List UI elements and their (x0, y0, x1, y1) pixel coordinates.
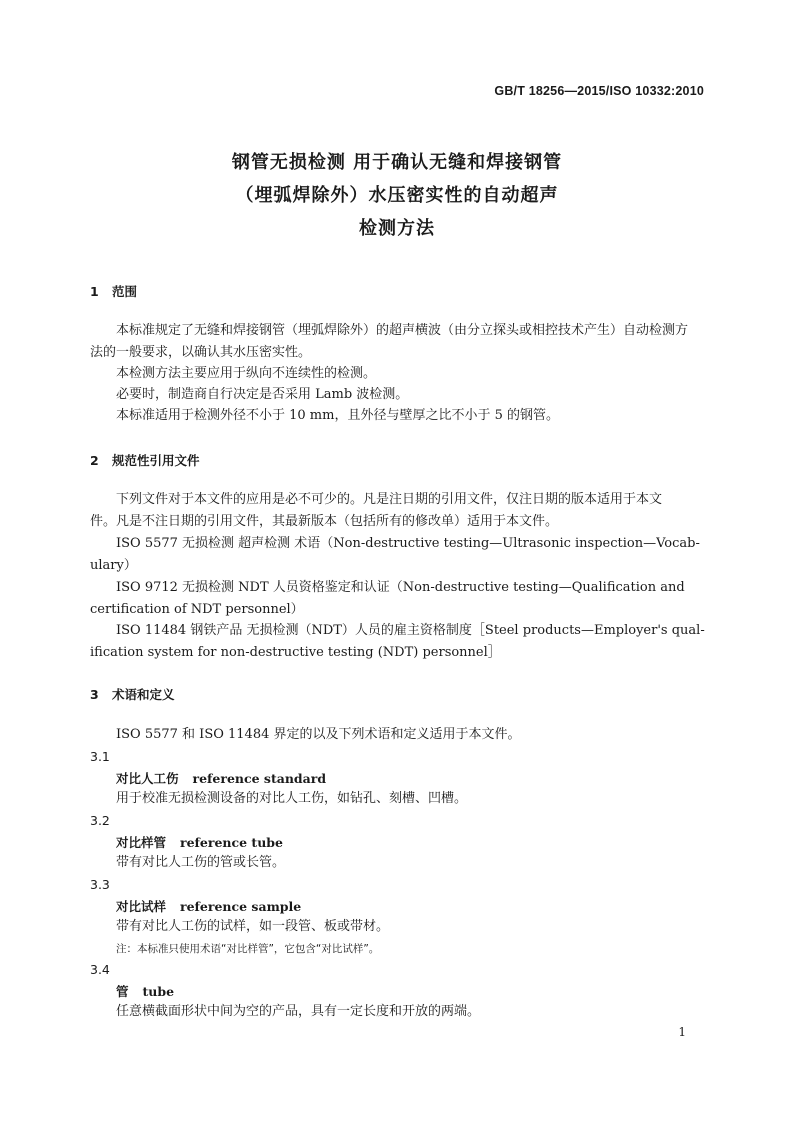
term-definition: 带有对比人工伤的管或长管。 (116, 855, 286, 870)
term-definition: 任意横截面形状中间为空的产品，具有一定长度和开放的两端。 (116, 1004, 481, 1019)
section-2-heading (90, 451, 200, 469)
reference-entry-continued: ulary） (90, 558, 137, 573)
term-number: 3.4 (90, 962, 110, 977)
reference-entry-continued: certification of NDT personnel） (90, 602, 304, 617)
document-title-line-2: （埋弧焊除外）水压密实性的自动超声 (235, 185, 559, 206)
term-heading (116, 982, 174, 1000)
paragraph-line: 下列文件对于本文件的应用是必不可少的。凡是注日期的引用文件，仅注日期的版本适用于本文 (116, 492, 663, 507)
term-zh: 管 (116, 984, 129, 999)
paragraph: 必要时，制造商自行决定是否采用 Lamb 波检测。 (116, 387, 409, 402)
paragraph-line: 法的一般要求，以确认其水压密实性。 (90, 345, 312, 360)
standard-number: GB/T 18256—2015/ISO 10332:2010 (494, 84, 704, 98)
term-en: reference sample (180, 899, 302, 914)
section-3-heading (90, 685, 175, 703)
term-heading (116, 897, 301, 915)
term-number: 3.2 (90, 813, 110, 828)
term-zh: 对比样管 (116, 835, 167, 850)
section-number: 2 (90, 453, 99, 468)
section-title: 规范性引用文件 (112, 453, 200, 468)
paragraph-line: 件。凡是不注日期的引用文件，其最新版本（包括所有的修改单）适用于本文件。 (90, 514, 559, 529)
paragraph: ISO 5577 和 ISO 11484 界定的以及下列术语和定义适用于本文件。 (116, 727, 521, 742)
section-1-heading (90, 282, 137, 300)
term-note: 注：本标准只使用术语“对比样管”，它包含“对比试样”。 (116, 943, 380, 955)
term-en: tube (142, 984, 175, 999)
paragraph: 本标准适用于检测外径不小于 10 mm，且外径与壁厚之比不小于 5 的钢管。 (116, 408, 559, 423)
term-number: 3.1 (90, 749, 110, 764)
term-zh: 对比人工伤 (116, 771, 179, 786)
term-definition: 用于校准无损检测设备的对比人工伤，如钻孔、刻槽、凹槽。 (116, 791, 468, 806)
paragraph-line: 本标准规定了无缝和焊接钢管（埋弧焊除外）的超声横波（由分立探头或相控技术产生）自动检测方 (116, 323, 689, 338)
section-number: 3 (90, 687, 99, 702)
term-number: 3.3 (90, 877, 110, 892)
section-number: 1 (90, 284, 99, 299)
reference-entry: ISO 5577 无损检测 超声检测 术语（Non-destructive testing—Ultrasonic inspection—Vocab- (116, 536, 700, 551)
term-heading (116, 769, 326, 787)
term-en: reference tube (180, 835, 283, 850)
document-title-line-3: 检测方法 (359, 218, 435, 239)
reference-entry: ISO 9712 无损检测 NDT 人员资格鉴定和认证（Non-destructive testing—Qualification and (116, 580, 685, 595)
term-zh: 对比试样 (116, 899, 167, 914)
section-title: 范围 (112, 284, 138, 299)
page-number: 1 (678, 1025, 686, 1039)
document-title-line-1: 钢管无损检测 用于确认无缝和焊接钢管 (231, 152, 563, 173)
term-heading (116, 833, 283, 851)
section-title: 术语和定义 (112, 687, 175, 702)
reference-entry-continued: ification system for non-destructive testing (NDT) personnel］ (90, 645, 501, 660)
reference-entry: ISO 11484 钢铁产品 无损检测（NDT）人员的雇主资格制度［Steel products—Employer's qual- (116, 623, 705, 638)
paragraph: 本检测方法主要应用于纵向不连续性的检测。 (116, 366, 377, 381)
term-en: reference standard (192, 771, 327, 786)
term-definition: 带有对比人工伤的试样，如一段管、板或带材。 (116, 919, 390, 934)
